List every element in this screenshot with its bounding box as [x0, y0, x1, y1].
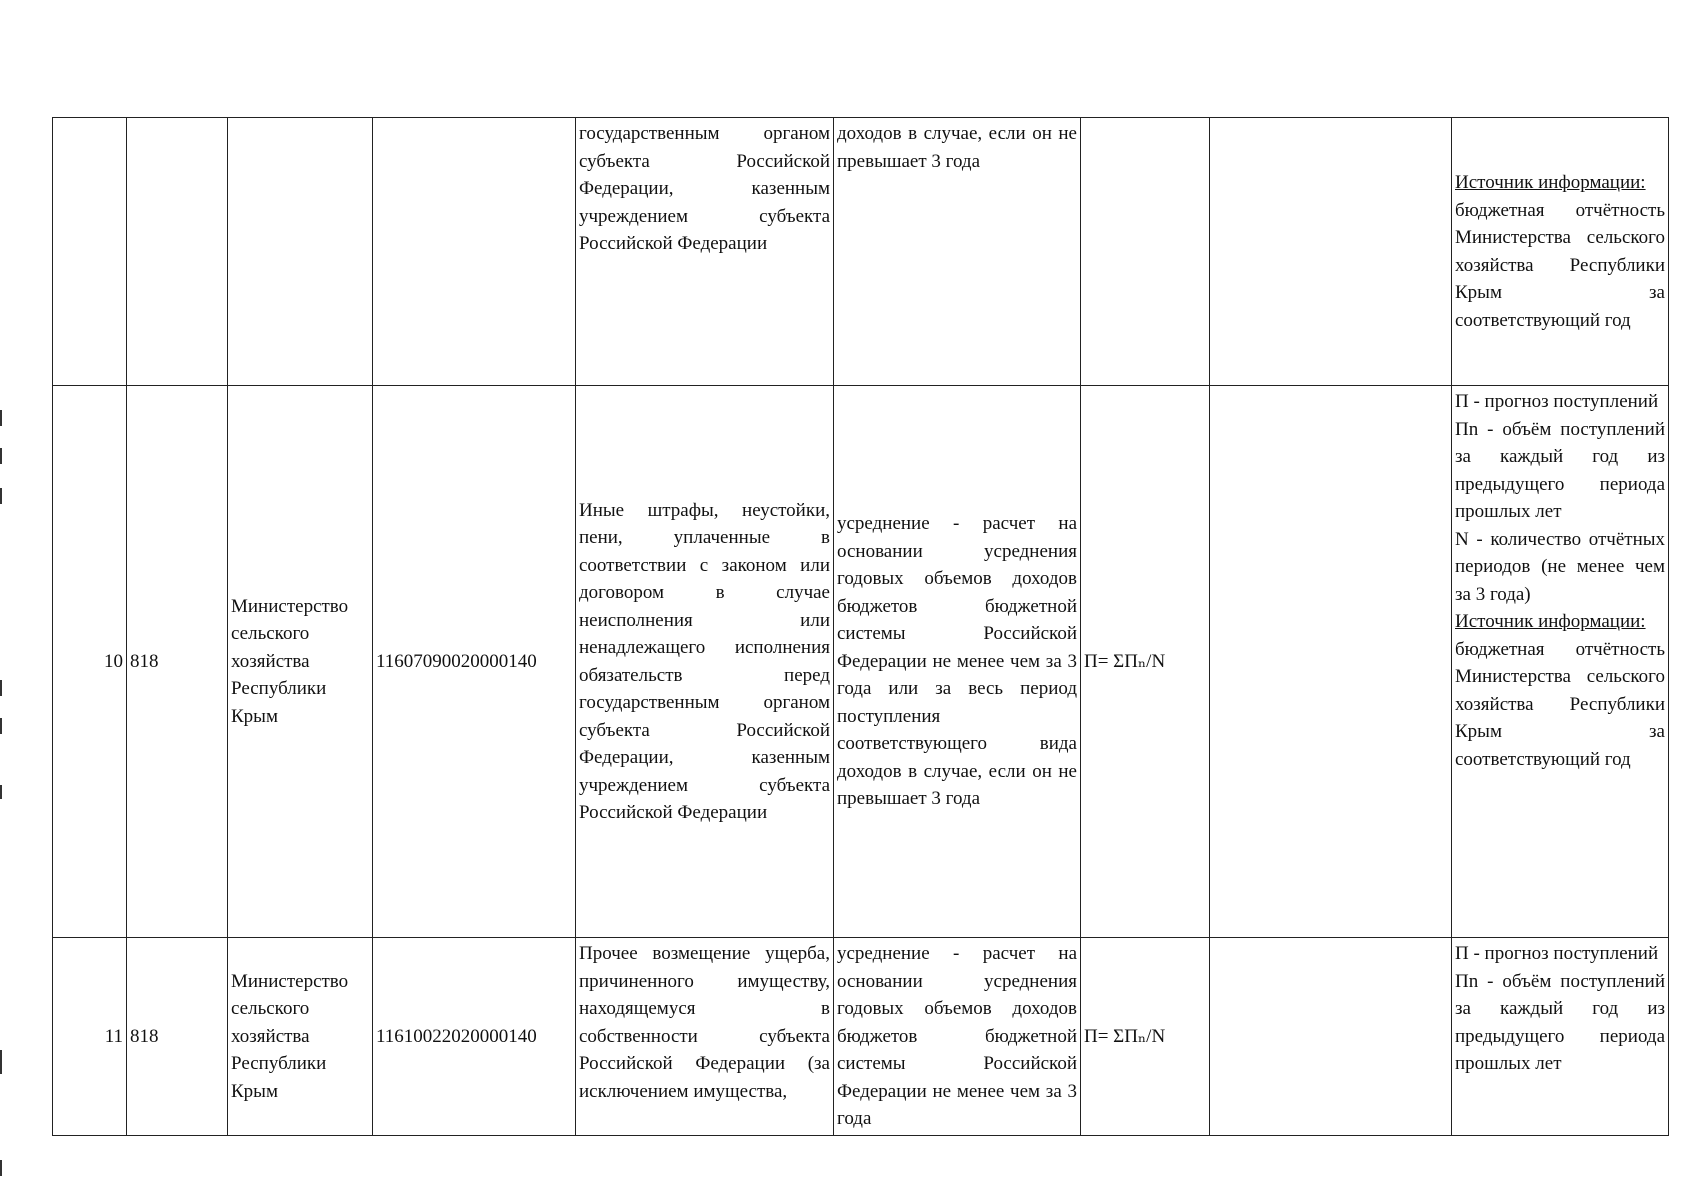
administrator-name: Министерство сельского хозяйства Республики Крым [228, 938, 373, 1136]
empty-cell [1210, 118, 1452, 386]
source-text: бюджетная отчётность Министерства сельского хозяйства Республики Крым за соответствующий год [1455, 199, 1665, 331]
revenue-name: Прочее возмещение ущерба, причиненного имуществу, находящемуся в собственности субъекта Российской Федерации (за исключением имущества, [576, 938, 834, 1136]
scan-mark [0, 410, 2, 426]
source-label: Источник информации: [1455, 611, 1646, 632]
indicator-description [1452, 938, 1669, 1136]
table-row [53, 938, 1669, 1136]
empty-cell [1210, 938, 1452, 1136]
calculation-method: доходов в случае, если он не превышает 3 года [834, 118, 1081, 386]
scan-mark [0, 785, 2, 799]
empty-cell [1210, 386, 1452, 938]
legend-line: П - прогноз поступлений [1455, 943, 1659, 964]
row-number: 11 [53, 938, 127, 1136]
table-row [53, 118, 1669, 386]
administrator-name: Министерство сельского хозяйства Республики Крым [228, 386, 373, 938]
revenue-forecast-table [52, 117, 1669, 1136]
legend-line: Пn - объём поступлений за каждый год из предыдущего периода прошлых лет [1455, 418, 1665, 522]
formula: П= ΣПₙ/N [1081, 386, 1210, 938]
indicator-description [1452, 386, 1669, 938]
kbk-code [373, 118, 576, 386]
kbk-code: 11610022020000140 [373, 938, 576, 1136]
scan-mark [0, 1050, 2, 1074]
revenue-name: государственным органом субъекта Российской Федерации, казенным учреждением субъекта Российской Федерации [576, 118, 834, 386]
scan-mark [0, 448, 2, 464]
source-text: бюджетная отчётность Министерства сельского хозяйства Республики Крым за соответствующий год [1455, 638, 1665, 770]
kbk-code: 11607090020000140 [373, 386, 576, 938]
admin-code [127, 118, 228, 386]
administrator-name [228, 118, 373, 386]
formula [1081, 118, 1210, 386]
admin-code: 818 [127, 938, 228, 1136]
indicator-description [1452, 118, 1669, 386]
row-number: 10 [53, 386, 127, 938]
row-number [53, 118, 127, 386]
source-label: Источник информации: [1455, 172, 1646, 193]
table-row [53, 386, 1669, 938]
revenue-name: Иные штрафы, неустойки, пени, уплаченные в соответствии с законом или договором в случае неисполнения или ненадлежащего исполнения обязательств перед государственным органом субъекта Российской Федерации, казенным учреждением субъекта Российской Федерации [576, 386, 834, 938]
formula: П= ΣПₙ/N [1081, 938, 1210, 1136]
calculation-method: усреднение - расчет на основании усреднения годовых объемов доходов бюджетов бюджетной системы Российской Федерации не менее чем за 3 года [834, 938, 1081, 1136]
legend-line: N - количество отчётных периодов (не менее чем за 3 года) [1455, 528, 1665, 605]
legend-line: Пn - объём поступлений за каждый год из предыдущего периода прошлых лет [1455, 970, 1665, 1074]
scan-mark [0, 1160, 2, 1176]
scan-mark [0, 488, 2, 504]
admin-code: 818 [127, 386, 228, 938]
calculation-method: усреднение - расчет на основании усреднения годовых объемов доходов бюджетов бюджетной системы Российской Федерации не менее чем за 3 года или за весь период поступления соответствующего вида доходов в случае, если он не превышает 3 года [834, 386, 1081, 938]
legend-line: П - прогноз поступлений [1455, 391, 1659, 412]
scan-mark [0, 718, 2, 734]
scan-mark [0, 680, 2, 696]
